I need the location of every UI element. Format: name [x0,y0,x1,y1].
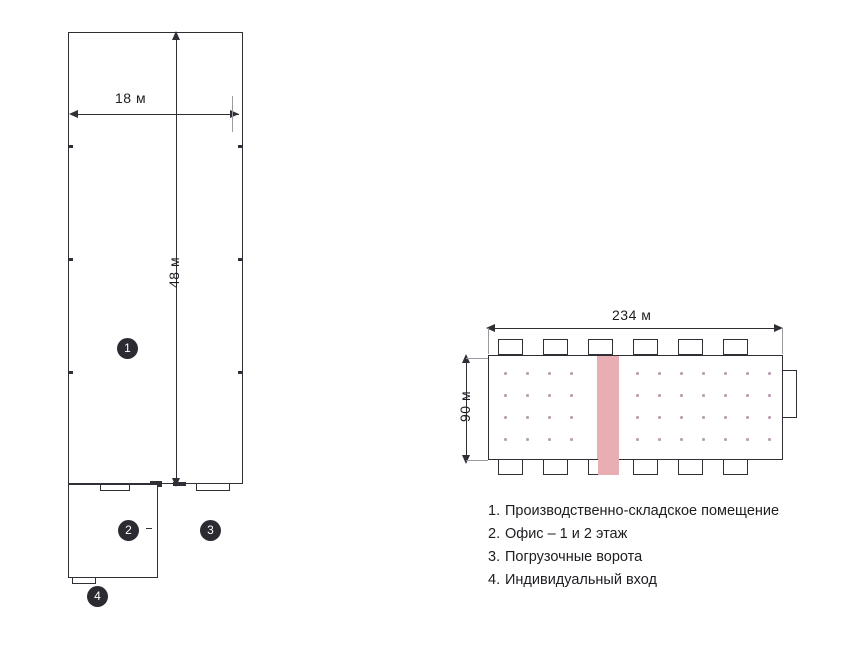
highlighted-unit-dock [598,459,619,475]
office-door-line [100,490,130,491]
legend-item [488,569,848,592]
legend-item [488,500,848,523]
building-outline [488,355,783,460]
loading-dock [498,339,523,355]
gate-opening-line [196,490,230,491]
legend-item-number: 1. [488,503,501,519]
width-dimension-line [72,114,239,115]
marker-2: 2 [118,520,139,541]
loading-dock [543,459,568,475]
width-dimension-label: 18 м [115,90,147,106]
wall-tick [68,371,73,374]
legend [488,500,848,592]
building-width-dimension-line [490,328,781,329]
building-depth-extension-line [466,358,488,359]
length-arrow-up-icon [172,31,180,40]
marker-3: 3 [200,520,221,541]
building-depth-dimension-label: 90 м [457,390,473,422]
loading-dock [678,339,703,355]
highlighted-unit [597,356,619,459]
length-dimension-label: 48 м [166,256,182,288]
gate-opening-edge [229,484,230,491]
loading-dock [723,459,748,475]
loading-dock [633,459,658,475]
office-outline [68,484,158,578]
wall-tick [68,258,73,261]
unit-plan [0,0,420,659]
legend-item-label: Погрузочные ворота [505,549,643,565]
legend-item-label: Офис – 1 и 2 этаж [505,526,628,542]
wall-tick [238,145,243,148]
wall-tick [68,145,73,148]
legend-item-label: Производственно-складское помещение [505,503,780,519]
loading-dock [498,459,523,475]
office-door-edge [129,484,130,491]
legend-item-number: 3. [488,549,501,565]
building-width-dimension-label: 234 м [612,307,652,323]
width-arrow-left-icon [69,110,78,118]
entrance-line [72,583,96,584]
legend-item-number: 2. [488,526,501,542]
loading-dock [678,459,703,475]
entrance-edge [95,578,96,584]
legend-item [488,546,848,569]
loading-dock [723,339,748,355]
legend-item [488,523,848,546]
legend-item-label: Индивидуальный вход [505,572,657,588]
wall-tick [238,258,243,261]
wall-tick [238,371,243,374]
building-depth-extension-line [466,460,488,461]
width-extension-line [232,96,233,132]
loading-dock [633,339,658,355]
loading-dock [588,339,613,355]
building-width-extension-line [782,328,783,354]
office-internal-door [146,528,152,529]
building-plan [440,300,840,500]
building-width-extension-line [488,328,489,354]
length-arrow-down-icon [172,478,180,487]
marker-4: 4 [87,586,108,607]
legend-item-number: 4. [488,572,501,588]
marker-1: 1 [117,338,138,359]
warehouse-hall-outline [68,32,243,484]
loading-dock [543,339,568,355]
building-notch [783,370,797,418]
